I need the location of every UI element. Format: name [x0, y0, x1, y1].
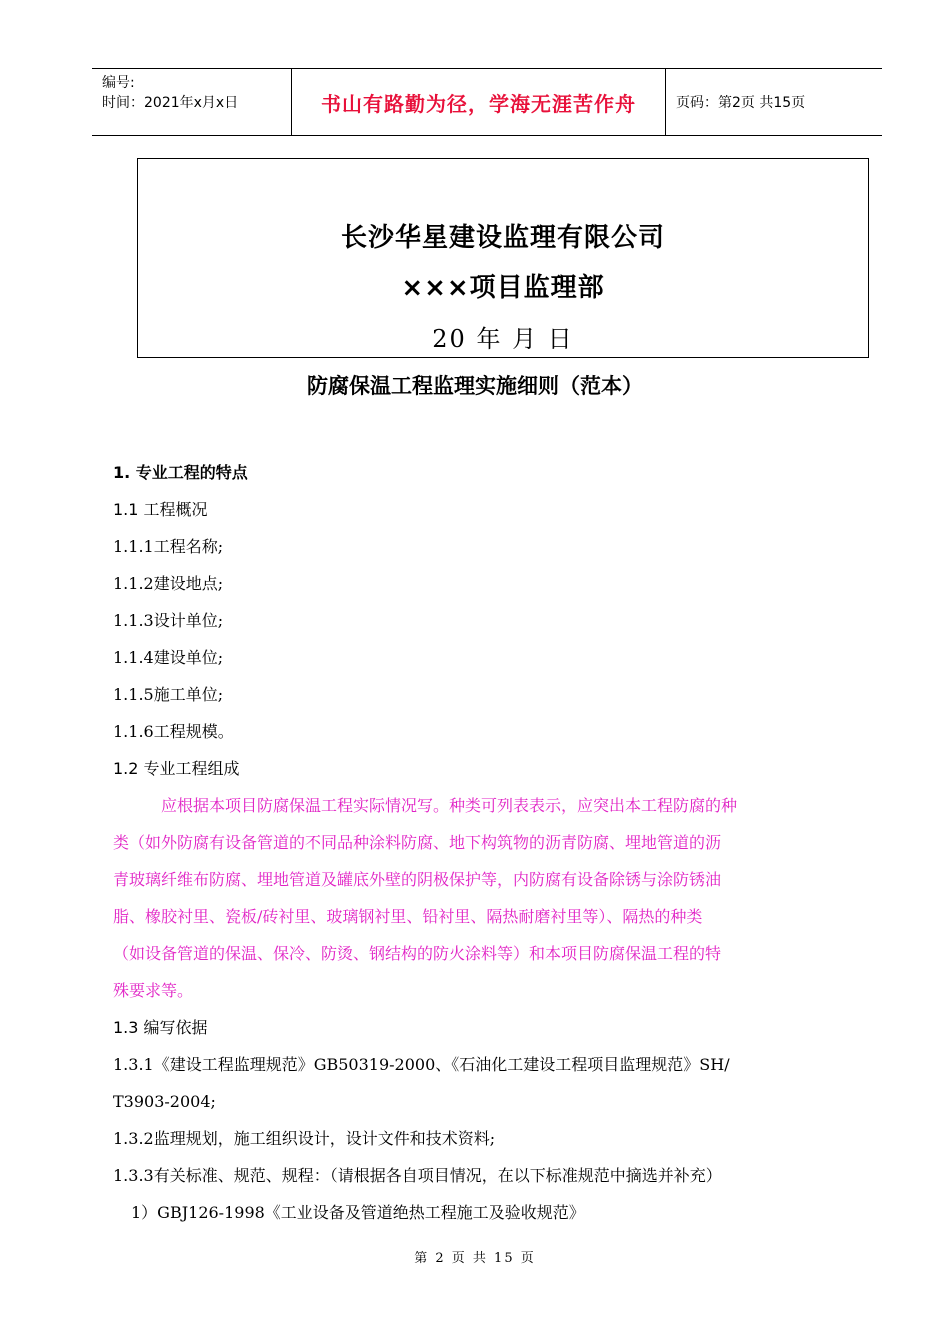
basis-item-3: 1.3.3有关标准、规范、规程：（请根据各自项目情况，在以下标准规范中摘选并补充）	[113, 1166, 722, 1185]
section-heading-1-3: 1.3 编写依据	[113, 1018, 208, 1037]
guidance-line: 应根据本项目防腐保温工程实际情况写。种类可列表表示，应突出本工程防腐的种	[161, 796, 738, 815]
basis-item-2: 1.3.2监理规划，施工组织设计，设计文件和技术资料;	[113, 1129, 496, 1148]
section-heading-1: 1. 专业工程的特点	[113, 463, 248, 482]
list-item: 1.1.1工程名称;	[113, 537, 224, 556]
standards-list-item: 1）GBJ126-1998《工业设备及管道绝热工程施工及验收规范》	[131, 1203, 585, 1222]
section-heading-1-1: 1.1 工程概况	[113, 500, 208, 519]
list-item: 1.1.6工程规模。	[113, 722, 234, 741]
cover-date: 20 年 月 日	[432, 325, 574, 353]
header-time: 时间：2021年x月x日	[102, 95, 239, 111]
section-heading-1-2: 1.2 专业工程组成	[113, 759, 240, 778]
page-footer: 第 2 页 共 15 页	[414, 1251, 536, 1266]
list-item: 1.1.2建设地点;	[113, 574, 224, 593]
guidance-paragraph	[113, 787, 863, 1009]
guidance-line: 脂、橡胶衬里、瓷板/砖衬里、玻璃钢衬里、铅衬里、隔热耐磨衬里等）、隔热的种类	[113, 907, 703, 926]
document-title: 防腐保温工程监理实施细则（范本）	[307, 374, 643, 398]
header-meta	[92, 69, 292, 135]
page-header	[92, 68, 882, 136]
list-item: 1.1.3设计单位;	[113, 611, 224, 630]
department-name: ×××项目监理部	[401, 273, 605, 303]
guidance-line: 青玻璃纤维布防腐、埋地管道及罐底外壁的阴极保护等，内防腐有设备除锈与涂防锈油	[113, 870, 722, 889]
cover-box	[137, 158, 869, 358]
guidance-line: （如设备管道的保温、保冷、防烫、钢结构的防火涂料等）和本项目防腐保温工程的特	[113, 944, 722, 963]
header-number: 编号:	[102, 75, 135, 91]
header-page-number: 页码：第2页 共15页	[676, 95, 806, 111]
document-body	[113, 454, 863, 1231]
list-item: 1.1.5施工单位;	[113, 685, 224, 704]
company-name: 长沙华星建设监理有限公司	[340, 223, 665, 253]
basis-item-1: 1.3.1《建设工程监理规范》GB50319-2000、《石油化工建设工程项目监理规范》SH/	[113, 1055, 730, 1074]
list-item: 1.1.4建设单位;	[113, 648, 224, 667]
basis-item-1-cont: T3903-2004;	[113, 1092, 216, 1111]
header-motto: 书山有路勤为径，学海无涯苦作舟	[292, 69, 666, 135]
guidance-line: 类（如外防腐有设备管道的不同品种涂料防腐、地下构筑物的沥青防腐、埋地管道的沥	[113, 833, 722, 852]
guidance-line: 殊要求等。	[113, 981, 194, 1000]
